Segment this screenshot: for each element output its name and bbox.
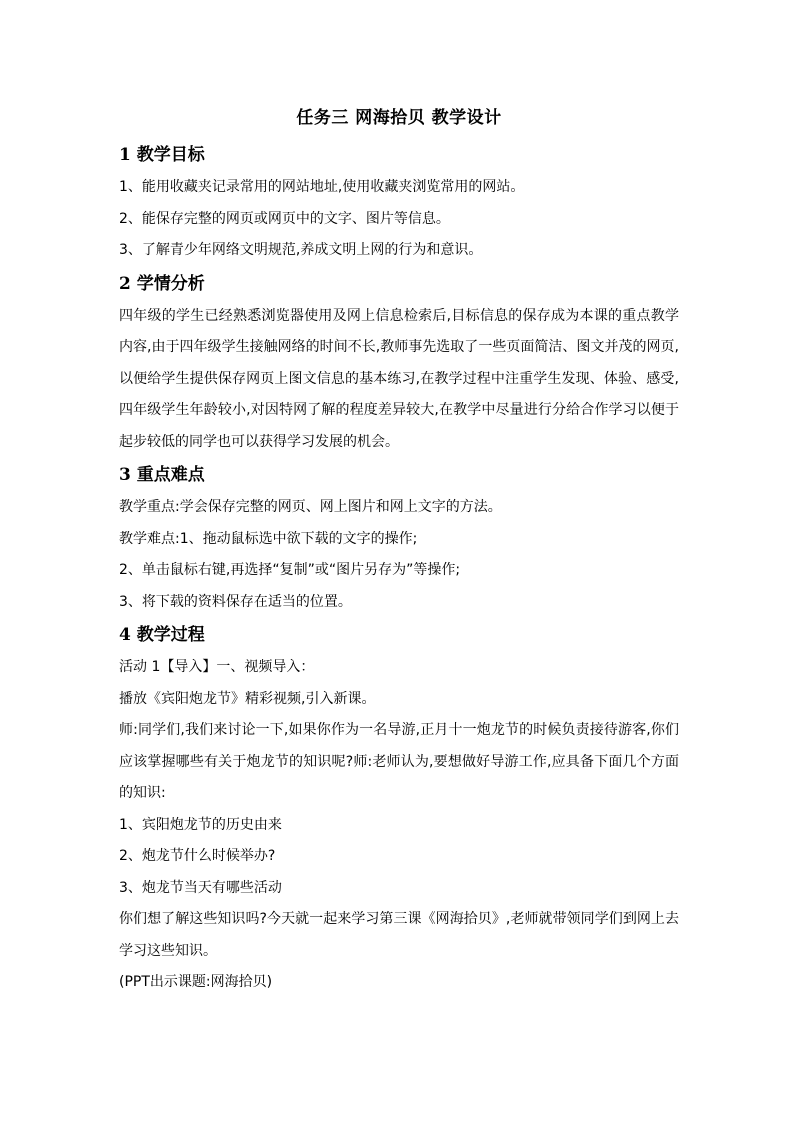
section-heading: 1 教学目标 (119, 145, 205, 165)
section-heading: 3 重点难点 (119, 465, 205, 485)
document-title: 任务三 网海拾贝 教学设计 (296, 108, 502, 128)
paragraph: (PPT出示课题:网海拾贝) (119, 974, 273, 990)
paragraph: 四年级的学生已经熟悉浏览器使用及网上信息检索后,目标信息的保存成为本课的重点教学内容,由于四年级学生接触网络的时间不长,教师事先选取了一些页面简洁、图文并茂的网页,以便给学生提供保存网页上图文信息的基本练习,在教学过程中注重学生发现、体验、感受,四年级学生年龄较小,对因特网了解的程度差异较大,在教学中尽量进行分给合作学习以便于起步较低的同学也可以获得学习发展的机会。 (119, 307, 679, 450)
paragraph: 2、单击鼠标右键,再选择“复制”或“图片另存为”等操作; (119, 562, 461, 578)
paragraph: 活动 1【导入】一、视频导入： (119, 659, 315, 675)
paragraph: 师:同学们,我们来讨论一下,如果你作为一名导游,正月十一炮龙节的时候负责接待游客,你们应该掌握哪些有关于炮龙节的知识呢?师:老师认为,要想做好导游工作,应具备下面几个方面的知识: (119, 722, 679, 801)
section-teaching-process (119, 620, 679, 999)
paragraph: 3、了解青少年网络文明规范,养成文明上网的行为和意识。 (119, 242, 483, 258)
paragraph: 教学难点:1、拖动鼠标选中欲下载的文字的操作; (119, 530, 418, 547)
paragraph: 教学重点:学会保存完整的网页、网上图片和网上文字的方法。 (119, 499, 502, 515)
paragraph: 你们想了解这些知识吗?今天就一起来学习第三课《网海拾贝》,老师就带领同学们到网上去学习这些知识。 (119, 911, 679, 959)
section-teaching-goals (119, 140, 679, 267)
section-student-analysis (119, 269, 679, 459)
document-page (119, 104, 679, 1001)
paragraph: 2、能保存完整的网页或网页中的文字、图片等信息。 (119, 210, 450, 227)
section-key-points (119, 460, 679, 618)
section-heading: 4 教学过程 (119, 625, 205, 645)
paragraph: 3、将下载的资料保存在适当的位置。 (119, 593, 352, 610)
paragraph: 1、宾阳炮龙节的历史由来 (119, 816, 282, 833)
paragraph: 1、能用收藏夹记录常用的网站地址,使用收藏夹浏览常用的网站。 (119, 179, 525, 195)
paragraph: 播放《宾阳炮龙节》精彩视频,引入新课。 (119, 690, 376, 707)
section-heading: 2 学情分析 (119, 273, 205, 294)
paragraph: 2、炮龙节什么时候举办? (119, 848, 276, 864)
paragraph: 3、炮龙节当天有哪些活动 (119, 879, 282, 896)
